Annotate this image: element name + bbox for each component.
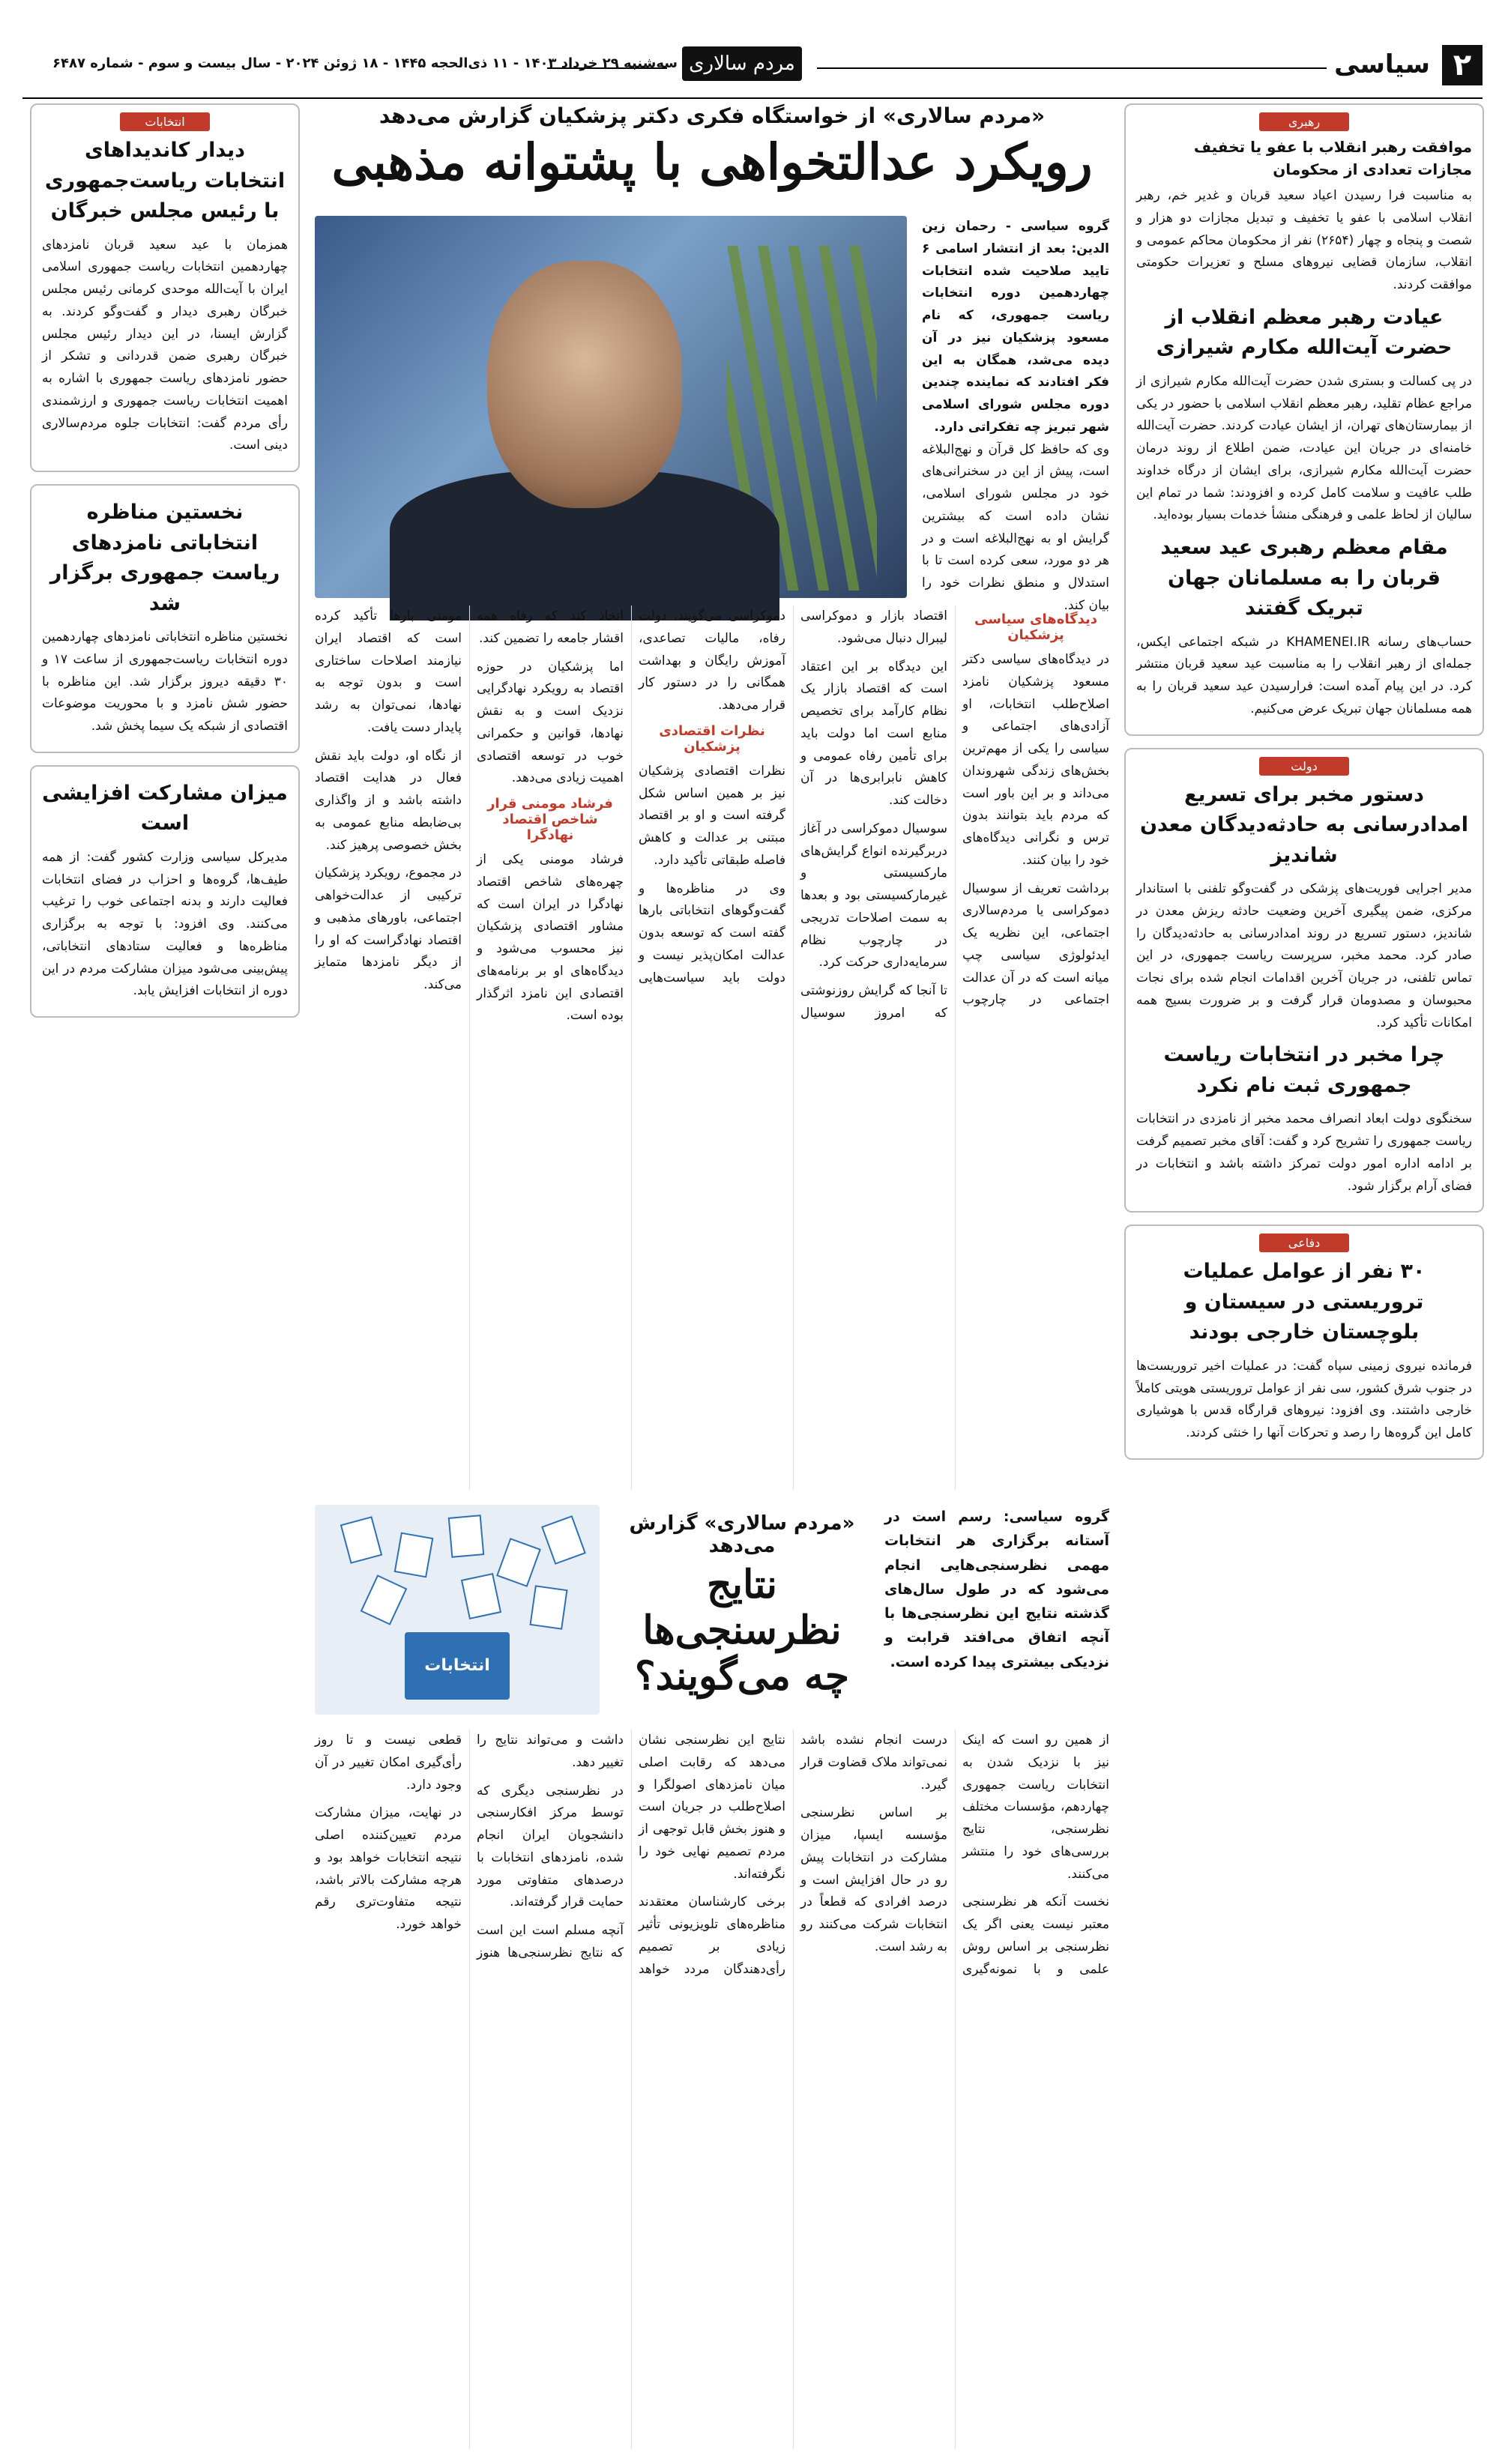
article-title: موافقت رهبر انقلاب با عفو یا تخفیف مجازات تعدادی از محکومان bbox=[1193, 138, 1472, 178]
participation-box bbox=[30, 765, 300, 1018]
government-box bbox=[1124, 748, 1484, 1213]
article-title: نخستین مناظره انتخاباتی نامزدهای ریاست جمهوری برگزار شد bbox=[49, 501, 280, 615]
polls-kicker: «مردم سالاری» گزارش می‌دهد bbox=[629, 1512, 855, 1557]
paragraph: نتایج این نظرسنجی نشان می‌دهد که رقابت اصلی میان نامزدهای اصولگرا و اصلاح‌طلب در جریان است و هنوز بخش قابل توجهی از مردم تصمیم نهایی خود را نگرفته‌اند. bbox=[639, 1733, 785, 1882]
category-tag: رهبری bbox=[1259, 112, 1349, 131]
section-name: سیاسی bbox=[1334, 49, 1430, 79]
ballot-icon bbox=[448, 1515, 485, 1558]
polls-lead bbox=[884, 1505, 1109, 1715]
article-body: مدیر اجرایی فوریت‌های پزشکی در گفت‌وگو تلفنی با استاندار مرکزی، ضمن پیگیری آخرین وضعیت حادثه ریزش معدن در شاندیز، دستور تسریع در روند امدادرسانی به حادثه‌دیدگان را صادر کرد. محمد مخبر، سرپرست ریاست جمهوری، در این تماس تلفنی، در جریان آخرین اقدامات انجام شده برای نجات محبوسان و مصدومان قرار گرفت و بر ضرورت بسیج همه امکانات تأکید کرد. bbox=[1136, 881, 1472, 1030]
article-body: همزمان با عید سعید قربان نامزدهای چهاردهمین انتخابات ریاست جمهوری اسلامی ایران با آیت‌الله موحدی کرمانی رئیس مجلس خبرگان رهبری دیدار و گفت‌وگو کردند. به گزارش ایسنا، در این دیدار رئیس مجلس خبرگان رهبری ضمن قدردانی و تشکر از حضور نامزدهای ریاست جمهوری با اشاره به اهمیت انتخابات ریاست جمهوری و ارزشمندی رأی مردم گفت: انتخابات جلوه مردم‌سالاری دینی است. bbox=[42, 237, 288, 453]
article-intro bbox=[922, 216, 1109, 613]
page-number: ۲ bbox=[1442, 45, 1483, 85]
masthead-rule bbox=[817, 67, 1327, 69]
article-body: به مناسبت فرا رسیدن اعیاد سعید قربان و غدیر خم، رهبر انقلاب اسلامی با عفو یا تخفیف و تبدیل مجازات دو هزار و شصت و پنجاه و چهار (۲۶۵۴) نفر از محکومان محاکم عمومی و انقلاب، سازمان قضایی نیروهای مسلح و تعزیرات حکومتی موافقت کردند. bbox=[1136, 188, 1472, 292]
newspaper-logo: مردم سالاری bbox=[682, 46, 802, 81]
paragraph: این دیدگاه بر این اعتقاد است که اقتصاد بازار یک نظام کارآمد برای تخصیص منابع است اما دولت باید برای تأمین رفاه عمومی و کاهش نابرابری‌ها در آن دخالت کند. bbox=[800, 659, 947, 808]
ballot-icon bbox=[529, 1585, 567, 1630]
dateline: سه‌شنبه ۲۹ خرداد ۱۴۰۳ - ۱۱ ذی‌الحجه ۱۴۴۵ - ۱۸ ژوئن ۲۰۲۴ - سال بیست و سوم - شماره ۶۴۸۷ bbox=[52, 55, 678, 71]
paragraph: وی در مناظره‌ها و گفت‌وگوهای انتخاباتی بارها گفته است که توسعه بدون عدالت امکان‌پذیر نیست و دولت باید سیاست‌هایی اتخاذ کند که رفاه همه اقشار جامعه را تضمین کند. bbox=[477, 609, 785, 985]
ballot-icon bbox=[340, 1516, 382, 1564]
paragraph: نخست آنکه هر نظرسنجی معتبر نیست یعنی اگر یک نظرسنجی بر اساس روش علمی و با نمونه‌گیری درست انجام نشده باشد نمی‌تواند ملاک قضاوت قرار گیرد. bbox=[800, 1733, 1109, 1977]
main-headline: رویکرد عدالتخواهی با پشتوانه مذهبی bbox=[331, 133, 1093, 191]
intro-lead: گروه سیاسی - رحمان زین الدین: بعد از انتشار اسامی ۶ تایید صلاحیت شده انتخابات چهاردهمین دوره انتخابات ریاست جمهوری، که نام مسعود پزشکیان نیز در آن دیده می‌شد، همگان به این فکر افتادند که نماینده چندین دوره مجلس شورای اسلامی شهر تبریز چه تفکراتی دارد. bbox=[922, 219, 1109, 435]
elections-box bbox=[30, 103, 300, 472]
paragraph: در نظرسنجی دیگری که توسط مرکز افکارسنجی دانشجویان ایران انجام شده، نامزدهای انتخابات با درصدهای متفاوتی مورد حمایت قرار گرفته‌اند. bbox=[477, 1783, 624, 1910]
election-graphic bbox=[315, 1505, 600, 1715]
polls-title-block bbox=[615, 1512, 869, 1712]
article-body: سخنگوی دولت ابعاد انصراف محمد مخبر از نامزدی در انتخابات ریاست جمهوری را تشریح کرد و گفت: آقای مخبر تصمیم گرفت بر ادامه اداره امور دولت تمرکز داشته باشد و انتخابات در فضای آرام برگزار شود. bbox=[1136, 1111, 1472, 1194]
paragraph: سوسیال دموکراسی در آغاز دربرگیرنده انواع گرایش‌های مارکسیستی و غیرمارکسیستی بود و بعدها به سمت اصلاحات تدریجی در چارچوب نظام سرمایه‌داری حرکت کرد. bbox=[800, 821, 947, 970]
article-subhead: فرشاد مومنی قرار شاخص اقتصاد نهادگرا bbox=[487, 796, 613, 843]
masthead bbox=[22, 45, 1483, 99]
category-tag: دولت bbox=[1259, 757, 1349, 776]
article-title: دیدار کاندیداهای انتخابات ریاست‌جمهوری با رئیس مجلس خبرگان bbox=[44, 139, 286, 223]
paragraph: برداشت تعریف از سوسیال دموکراسی یا مردم‌سالاری اجتماعی، این نظریه یک ایدئولوژی سیاسی چپ میانه است که در آن عدالت اجتماعی در چارچوب اقتصاد بازار و دموکراسی لیبرال دنبال می‌شود. bbox=[800, 609, 1109, 1008]
paragraph: از همین رو است که اینک نیز با نزدیک شدن به انتخابات ریاست جمهوری چهاردهم، مؤسسات مختلف نظرسنجی، نتایج بررسی‌های خود را منتشر می‌کنند. bbox=[962, 1733, 1109, 1882]
ballot-icon bbox=[461, 1573, 501, 1619]
paragraph: مومنی بارها تأکید کرده است که اقتصاد ایران نیازمند اصلاحات ساختاری است و بدون توجه به نهادها، نمی‌توان به رشد پایدار دست یافت. bbox=[315, 609, 462, 735]
article-body: مدیرکل سیاسی وزارت کشور گفت: از همه طیف‌ها، گروه‌ها و احزاب در فضای انتخابات فعالیت دارند و بدنه اجتماعی خوب را ترغیب می‌کنند. وی افزود: با توجه به برگزاری مناظره‌ها و فعالیت ستادهای انتخاباتی، پیش‌بینی می‌شود میزان مشارکت مردم در این دوره از انتخابات افزایش یابد. bbox=[42, 849, 288, 999]
debate-box bbox=[30, 484, 300, 753]
paragraph: در دیدگاه‌های سیاسی دکتر مسعود پزشکیان نامزد اصلاح‌طلب انتخابات، او آزادی‌های اجتماعی و سیاسی را یکی از مهم‌ترین بخش‌های زندگی شهروندان می‌داند و بر این باور است که مردم باید بتوانند بدون ترس و نگرانی دیدگاه‌های خود را بیان کنند. bbox=[962, 652, 1109, 868]
article-subhead: دیدگاه‌های سیاسی پزشکیان bbox=[974, 612, 1097, 643]
paragraph: از نگاه او، دولت باید نقش فعال در هدایت اقتصاد داشته باشد و از واگذاری بی‌ضابطه منابع عمومی به بخش خصوصی پرهیز کند. bbox=[315, 748, 462, 853]
article-body: در پی کسالت و بستری شدن حضرت آیت‌الله مکارم شیرازی از مراجع عظام تقلید، رهبر معظم انقلاب اسلامی با حضور در یکی از بیمارستان‌های تهران، از ایشان عیادت کردند. حضرت آیت‌الله خامنه‌ای در جریان این عیادت، ضمن اطلاع از روند درمان حضرت آیت‌الله مکارم شیرازی، برای ایشان از درگاه خداوند طلب عافیت و سلامت کامل کرده و افزودند: شما در تمام این سالیان از لحاظ علمی و فرهنگی منشأ خدمات بسیار بوده‌اید. bbox=[1136, 373, 1472, 523]
article-body: فرمانده نیروی زمینی سپاه گفت: در عملیات اخیر تروریست‌ها در جنوب شرق کشور، سی نفر از عوامل تروریستی هویتی کاملاً خارجی داشتند. وی افزود: نیروهای قرارگاه قدس با هوشیاری کامل این گروه‌ها را رصد و تحرکات آنها را خنثی کردند. bbox=[1136, 1358, 1472, 1440]
article-title: ۳۰ نفر از عوامل عملیات تروریستی در سیستان و بلوچستان خارجی بودند bbox=[1183, 1260, 1426, 1344]
ballot-box-icon: انتخابات bbox=[405, 1632, 510, 1700]
category-tag: انتخابات bbox=[120, 112, 210, 131]
article-title: عیادت رهبر معظم انقلاب از حضرت آیت‌الله مکارم شیرازی bbox=[1156, 305, 1453, 360]
paragraph: آنچه مسلم است این است که نتایج نظرسنجی‌ها هنوز قطعی نیست و تا روز رأی‌گیری امکان تغییر در آن وجود دارد. bbox=[315, 1733, 624, 1960]
left-column bbox=[30, 103, 300, 2360]
article-title: چرا مخبر در انتخابات ریاست جمهوری ثبت نام نکرد bbox=[1163, 1043, 1445, 1097]
article-title: دستور مخبر برای تسریع امدادرسانی به حادثه‌دیدگان معدن شاندیز bbox=[1139, 782, 1469, 867]
paragraph: بر اساس نظرسنجی مؤسسه ایسپا، میزان مشارکت در انتخابات پیش رو در حال افزایش است و درصد افرادی که قطعاً در انتخابات شرکت می‌کنند رو به رشد است. bbox=[800, 1805, 947, 1954]
ballot-icon bbox=[361, 1574, 408, 1625]
paragraph: اما پزشکیان در حوزه اقتصاد به رویکرد نهادگرایی نزدیک است و به نقش نهادها، قوانین و حکمرانی خوب در توسعه اقتصادی اهمیت زیادی می‌دهد. bbox=[477, 659, 624, 786]
leadership-box bbox=[1124, 103, 1484, 736]
polls-text bbox=[315, 1730, 1109, 2449]
center-column bbox=[315, 103, 1109, 2360]
paragraph: نظرات اقتصادی پزشکیان نیز بر همین اساس شکل گرفته است و او بر اقتصاد مبتنی بر عدالت و کاهش فاصله طبقاتی تأکید دارد. bbox=[639, 763, 785, 868]
paragraph: تا آنجا که گرایش روزنوشتی که امروز سوسیال دموکراسی می‌گویند، دولت رفاه، مالیات تصاعدی، آموزش رایگان و بهداشت همگانی را در دستور کار قرار می‌دهد. bbox=[639, 609, 947, 1021]
paragraph: در مجموع، رویکرد پزشکیان ترکیبی از عدالت‌خواهی اجتماعی، باورهای مذهبی و اقتصاد نهادگراست که او را از دیگر نامزدها متمایز می‌کند. bbox=[315, 866, 462, 992]
candidate-photo bbox=[315, 216, 907, 598]
article-title: میزان مشارکت افزایشی است bbox=[42, 781, 288, 836]
category-tag: دفاعی bbox=[1259, 1233, 1349, 1252]
article-subhead: نظرات اقتصادی پزشکیان bbox=[659, 722, 765, 755]
defense-box bbox=[1124, 1225, 1484, 1460]
face-shape bbox=[487, 261, 682, 508]
article-kicker: «مردم سالاری» از خواستگاه فکری دکتر پزشکیان گزارش می‌دهد bbox=[378, 103, 1046, 128]
polls-article bbox=[315, 1505, 1109, 2464]
paragraph: در نهایت، میزان مشارکت مردم تعیین‌کننده اصلی نتیجه انتخابات خواهد بود و هرچه مشارکت بالاتر باشد، نتیجه متفاوت‌تری رقم خواهد خورد. bbox=[315, 1805, 462, 1932]
main-article-text bbox=[315, 606, 1109, 1490]
article-title: مقام معظم رهبری عید سعید قربان را به مسلمانان جهان تبریک گفتند bbox=[1160, 536, 1448, 620]
ballot-icon bbox=[541, 1515, 586, 1565]
article-body: حساب‌های رسانه KHAMENEI.IR در شبکه اجتماعی ایکس، جمله‌ای از رهبر انقلاب را به مناسبت عید سعید قربان منتشر کرد. در این پیام آمده است: فرارسیدن عید سعید قربان را به همه مسلمانان جهان تبریک عرض می‌کنیم. bbox=[1136, 634, 1472, 716]
paragraph: فرشاد مومنی یکی از چهره‌های شاخص اقتصاد نهادگرا در ایران است که مشاور اقتصادی پزشکیان نیز محسوب می‌شود و دیدگاه‌های او بر برنامه‌های اقتصادی این نامزد اثرگذار بوده است. bbox=[477, 852, 624, 1024]
ballot-icon bbox=[496, 1538, 541, 1587]
polls-lead-text: گروه سیاسی: رسم است در آستانه برگزاری هر انتخابات مهمی نظرسنجی‌هایی انجام می‌شود که در طول سال‌های گذشته نتایج این نظرسنجی‌ها با آنچه اتفاق می‌افتد قرابت و نزدیکی بیشتری پیدا کرده است. bbox=[884, 1509, 1109, 1670]
ballot-icon bbox=[394, 1533, 434, 1578]
paragraph: برخی کارشناسان معتقدند مناظره‌های تلویزیونی تأثیر زیادی بر تصمیم رأی‌دهندگان مردد خواهد داشت و می‌تواند نتایج را تغییر دهد. bbox=[477, 1733, 785, 1977]
article-body: نخستین مناظره انتخاباتی نامزدهای چهاردهمین دوره انتخابات ریاست‌جمهوری از ساعت ۱۷ و ۳۰ دقیقه دیروز برگزار شد. این مناظره با حضور شش نامزد و با محوریت موضوعات اقتصادی از شبکه یک سیما پخش شد. bbox=[42, 629, 288, 734]
intro-body: وی که حافظ کل قرآن و نهج‌البلاغه است، پیش از این در سخنرانی‌های خود در مجلس شورای اسلامی، نشان داده است که بیشترین گرایش او به نهج‌البلاغه است و در هر دو مورد، سعی کرده است تا با استدلال و منطق نظرات خود را بیان کند. bbox=[922, 441, 1109, 613]
right-column bbox=[1124, 103, 1484, 2360]
polls-headline: نتایج نظرسنجی‌ها چه می‌گویند؟ bbox=[635, 1562, 849, 1699]
